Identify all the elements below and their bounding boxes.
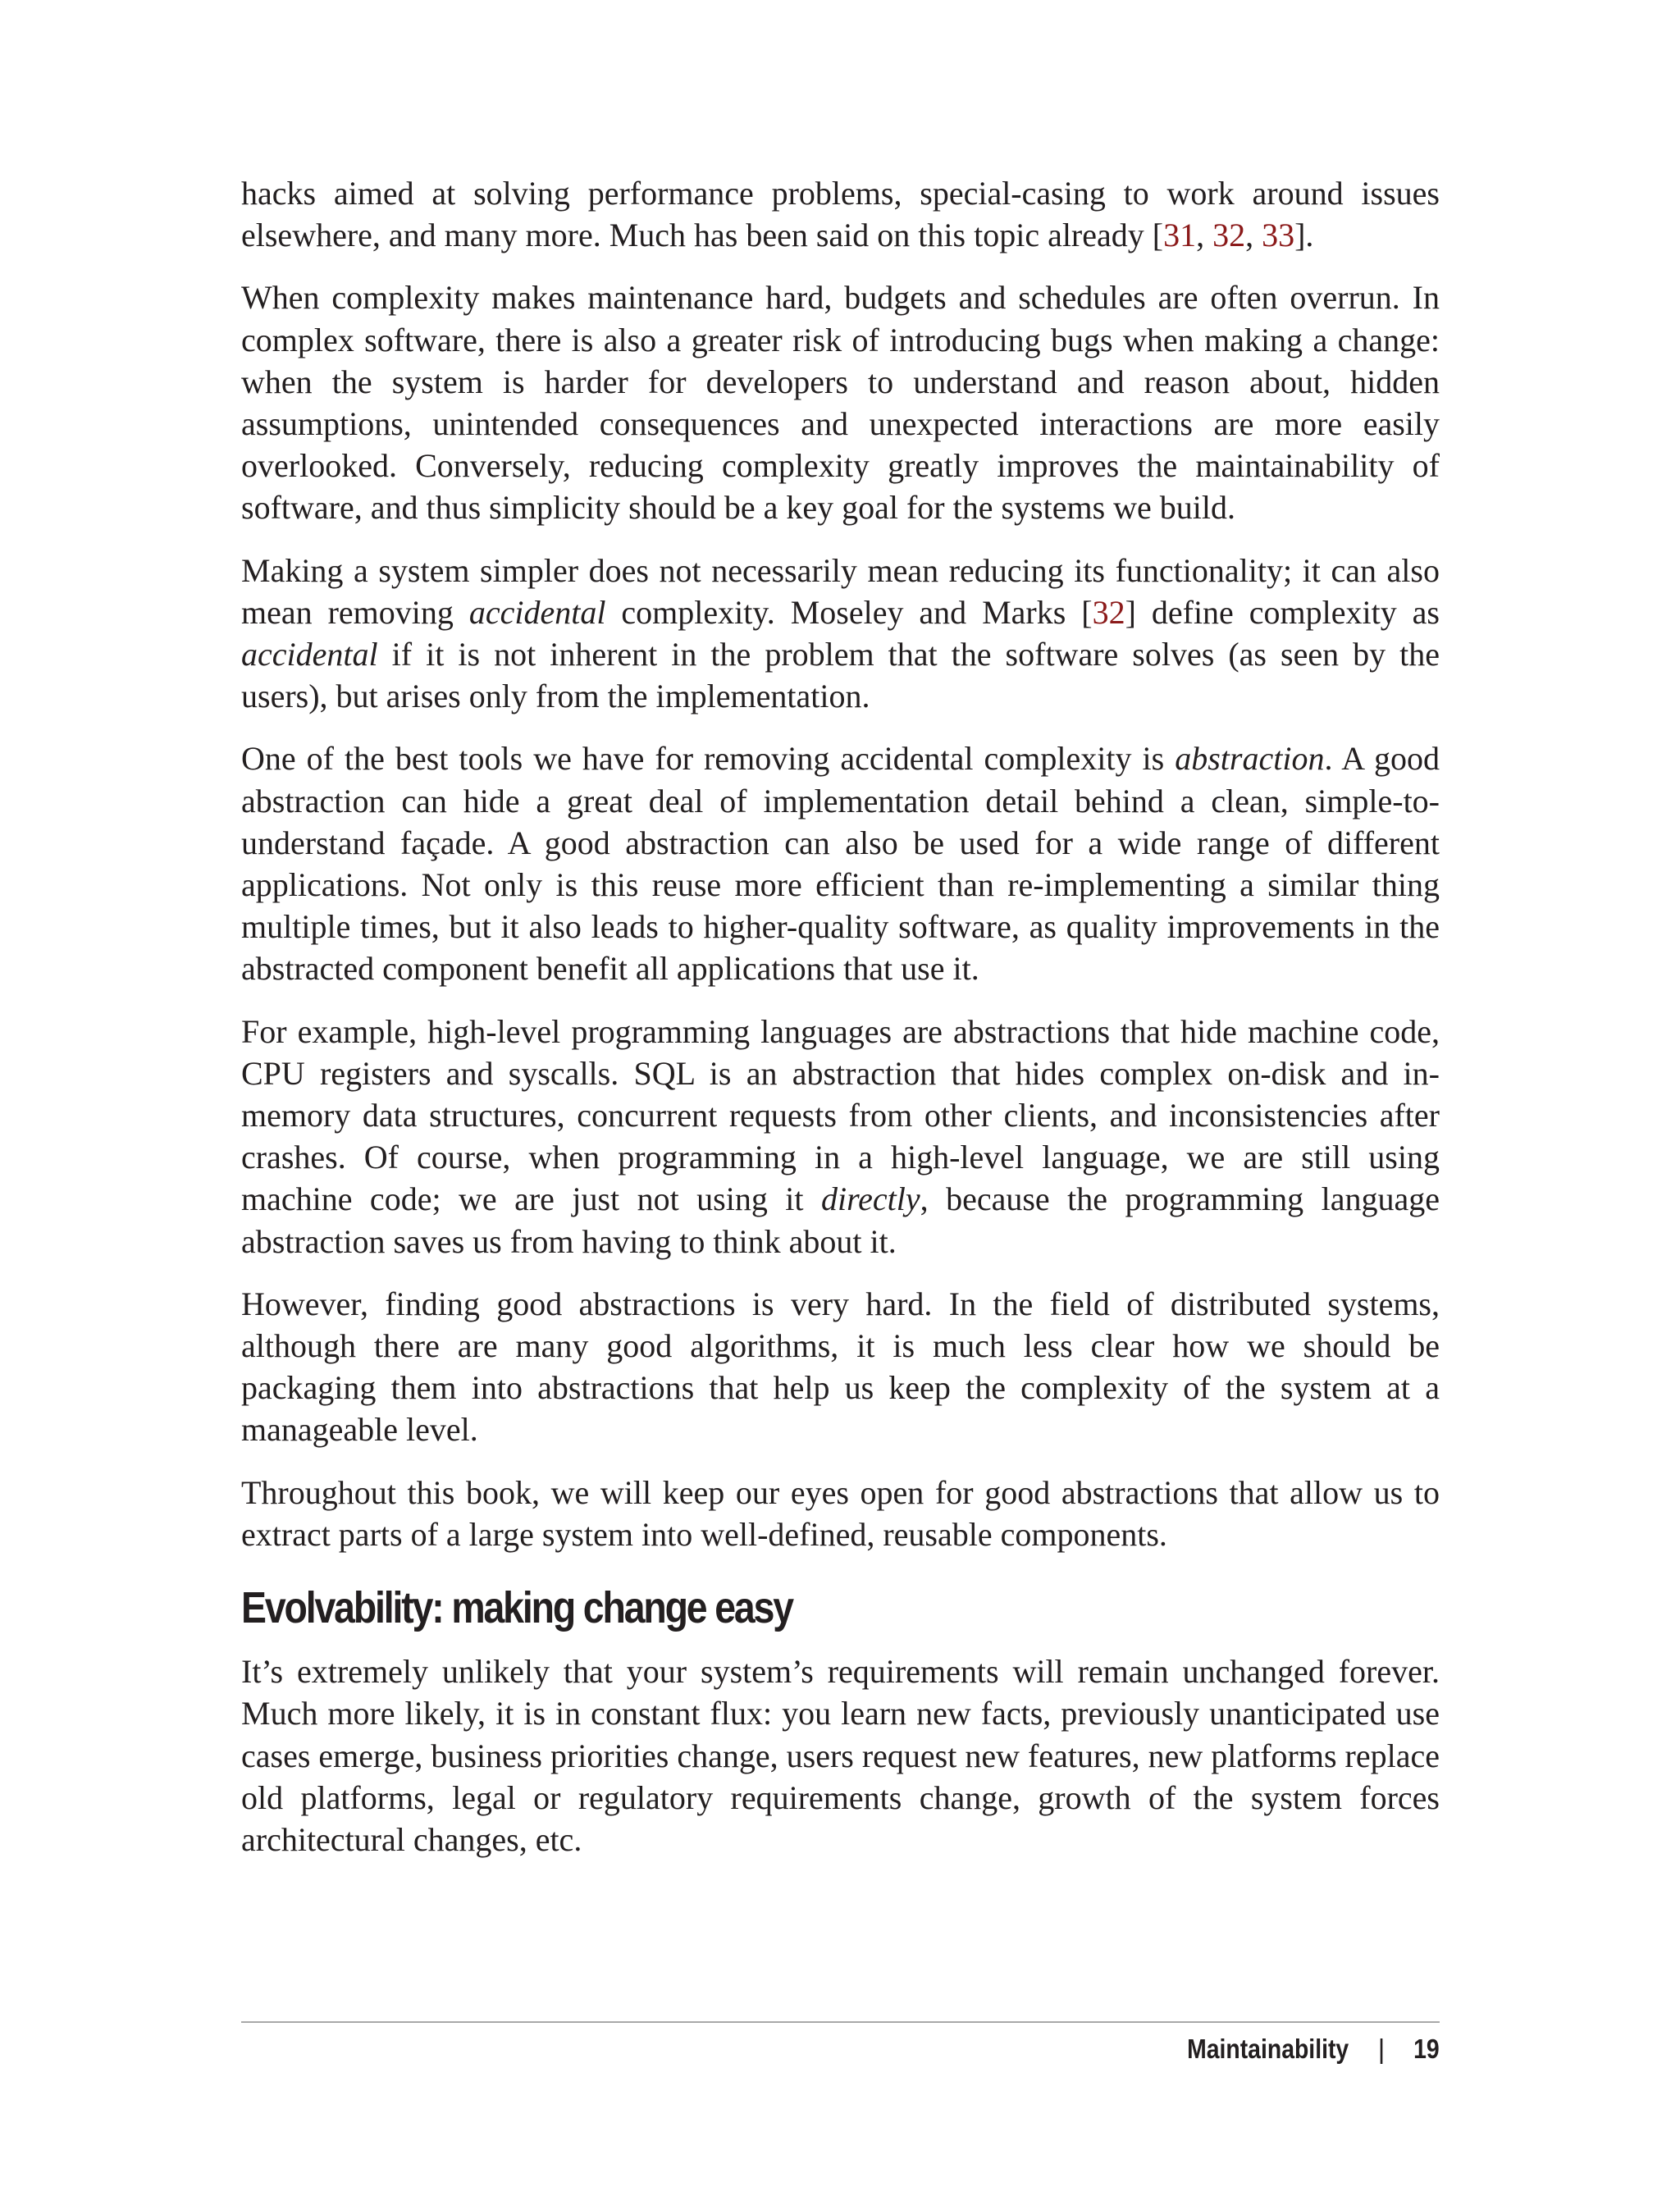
paragraph-text: , because the programming language abstraction saves us from having to think about it.: [241, 1180, 1440, 1260]
paragraph-text: ] define complexity as: [1125, 593, 1440, 631]
body-paragraphs: [241, 172, 1440, 1555]
paragraph-text: One of the best tools we have for removing accidental complexity is: [241, 740, 1176, 778]
paragraph: [241, 550, 1440, 718]
citation-link[interactable]: 31: [1163, 217, 1197, 254]
paragraph-text: For example, high-level programming languages are abstractions that hide machine code, CPU registers and syscalls. SQL is an abstraction that hides complex on-disk and in-memory data structures, concurrent requests from other clients, and inconsistencies after crashes. Of course, when programming in a high-level language, we are still using machine code; we are just not using it: [241, 1012, 1440, 1218]
citation-link[interactable]: 32: [1092, 593, 1125, 631]
paragraph-text: ,: [1196, 217, 1213, 254]
paragraph: [241, 1011, 1440, 1262]
paragraph-text: complexity. Moseley and Marks [: [605, 593, 1093, 631]
paragraph: [241, 737, 1440, 989]
paragraph-text: Making a system simpler does not necessarily mean reducing its functionality; it can also mean removing: [241, 551, 1440, 631]
footer-divider: [241, 2021, 1440, 2023]
paragraph: [241, 1650, 1440, 1860]
paragraph-text: However, finding good abstractions is very hard. In the field of distributed systems, although there are many good algorithms, it is much less clear how we should be packaging them into abstractions that help us keep the complexity of the system at a manageable level.: [241, 1285, 1440, 1449]
paragraph-text: . A good abstraction can hide a great deal of implementation detail behind a clean, simple-to-understand façade. A good abstraction can also be used for a wide range of different applications. Not only is this reuse more efficient than re-implementing a similar thing multiple times, but it also leads to higher-quality software, as quality improvements in the abstracted component benefit all applications that use it.: [241, 740, 1440, 988]
emphasis-text: accidental: [468, 593, 606, 631]
emphasis-text: directly: [820, 1180, 920, 1218]
footer-section-name: Maintainability: [1186, 2034, 1349, 2064]
section-paragraphs: [241, 1650, 1440, 1860]
emphasis-text: abstraction: [1175, 740, 1325, 778]
paragraph-text: hacks aimed at solving performance problems, special-casing to work around issues elsewhere, and many more. Much has been said on this topic already [: [241, 175, 1440, 254]
paragraph-text: It’s extremely unlikely that your system’s requirements will remain unchanged forever. Much more likely, it is in constant flux: you learn new facts, previously unanticipated use cases emerge, business priorities change, users request new features, new platforms replace old platforms, legal or regulatory requirements change, growth of the system forces architectural changes, etc.: [241, 1653, 1440, 1858]
paragraph-text: Throughout this book, we will keep our eyes open for good abstractions that allow us to extract parts of a large system into well-defined, reusable components.: [241, 1473, 1440, 1553]
paragraph: [241, 1472, 1440, 1555]
paragraph-text: When complexity makes maintenance hard, budgets and schedules are often overrun. In complex software, there is also a greater risk of introducing bugs when making a change: when the system is harder for developers to understand and reason about, hidden assumptions, unintended consequences and unexpected interactions are more easily overlooked. Conversely, reducing complexity greatly improves the maintainability of software, and thus simplicity should be a key goal for the systems we build.: [241, 279, 1440, 527]
paragraph-text: ,: [1245, 217, 1262, 254]
section-heading: Evolvability: making change easy: [241, 1583, 792, 1633]
running-footer: [1161, 2033, 1440, 2066]
page-body: [241, 172, 1440, 1881]
paragraph: [241, 1283, 1440, 1451]
footer-separator: |: [1377, 2034, 1386, 2064]
paragraph: [241, 172, 1440, 256]
paragraph-text: ].: [1294, 217, 1314, 254]
citation-link[interactable]: 33: [1262, 217, 1295, 254]
citation-link[interactable]: 32: [1212, 217, 1246, 254]
page-number: 19: [1413, 2034, 1440, 2064]
paragraph-text: if it is not inherent in the problem that the software solves (as seen by the users), but arises only from the implementation.: [241, 636, 1440, 715]
paragraph: [241, 276, 1440, 528]
emphasis-text: accidental: [241, 636, 378, 673]
